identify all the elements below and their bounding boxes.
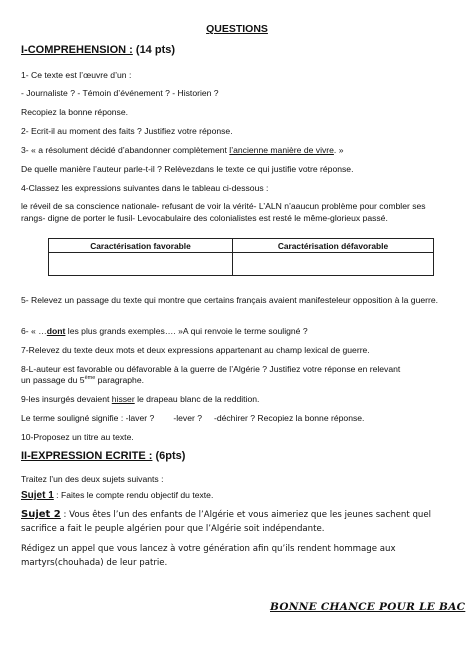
classification-table [48, 238, 434, 276]
expression-instruction: Traitez l’un des deux sujets suivants : [21, 474, 164, 484]
question-1-instruction: Recopiez la bonne réponse. [21, 107, 129, 117]
question-7: 7-Relevez du texte deux mots et deux expressions appartenant au champ lexical de guerre. [21, 345, 370, 355]
question-6 [21, 326, 308, 338]
sujet-1-text: : Faites le compte rendu objectif du texte. [53, 490, 214, 500]
table-cell-favorable [49, 253, 233, 276]
question-8-line-2-suffix: paragraphe. [95, 375, 144, 385]
table-header-row [49, 239, 434, 253]
table-header-favorable: Caractérisation favorable [49, 239, 233, 253]
question-2: 2- Ecrit-il au moment des faits ? Justifiez votre réponse. [21, 126, 233, 136]
question-3-underlined: l’ancienne manière de vivre [229, 145, 334, 155]
question-3-prefix: 3- « a résolument décidé d’abandonner complètement [21, 145, 230, 155]
question-6-prefix: 6- « … [21, 326, 47, 336]
question-3-followup: De quelle manière l’auteur parle-t-il ? Relèvezdans le texte ce qui justifie votre réponse. [21, 164, 354, 174]
expression-points: (6pts) [152, 450, 186, 462]
question-6-suffix: les plus grands exemples…. »A qui renvoie le terme souligné ? [65, 326, 308, 336]
question-10: 10-Proposez un titre au texte. [21, 432, 134, 442]
question-3-suffix: . » [333, 145, 344, 155]
question-3 [21, 145, 343, 157]
question-9-followup: Le terme souligné signifie : -laver ? -lever ? -déchirer ? Recopiez la bonne réponse. [21, 413, 365, 423]
expression-heading-text: II-EXPRESSION ECRITE : [21, 450, 153, 462]
comprehension-points: (14 pts) [132, 44, 176, 56]
question-1-options: - Journaliste ? - Témoin d’événement ? - Historien ? [21, 88, 219, 98]
question-6-underlined: dont [46, 326, 66, 336]
sujet-1 [21, 490, 213, 502]
question-8-line-2 [21, 375, 144, 387]
expression-heading [21, 451, 185, 463]
question-4-text: le réveil de sa conscience nationale- refusant de voir la vérité- L’ALN n’aaucun problème pour combler ses rangs- digne de porter le fusil- Levocabulaire des colonialistes est resté le même-glorieux passé. [21, 201, 426, 223]
question-9 [21, 394, 259, 406]
table-cell-defavorable [232, 253, 433, 276]
table-row [49, 253, 434, 276]
sujet-2-label: Sujet 2 [21, 509, 61, 520]
question-9-suffix: le drapeau blanc de la reddition. [134, 394, 260, 404]
question-5: 5- Relevez un passage du texte qui montre que certains français avaient manifesteleur opposition à la guerre. [21, 295, 439, 305]
question-4: 4-Classez les expressions suivantes dans le tableau ci-dessous : [21, 183, 269, 193]
comprehension-heading [21, 45, 175, 57]
question-8-superscript: ème [84, 375, 96, 382]
sujet-2-text: : Vous êtes l’un des enfants de l’Algérie et vous aimeriez que les jeunes sachent quel sacrifice a fait le peuple algérien pour que l’Algérie soit indépendante. [21, 510, 432, 534]
question-1: 1- Ce texte est l’œuvre d’un : [21, 70, 132, 80]
question-8-line-1: 8-L-auteur est favorable ou défavorable à la guerre de l’Algérie ? Justifiez votre réponse en relevant [21, 364, 401, 374]
sujet-2 [21, 508, 451, 536]
sujet-1-label: Sujet 1 [21, 490, 54, 501]
question-9-prefix: 9-les insurgés devaient [21, 394, 112, 404]
page-title: QUESTIONS [206, 23, 268, 35]
question-8-line-2-prefix: un passage du 5 [21, 375, 85, 385]
footer-good-luck: BONNE CHANCE POUR LE BAC [270, 601, 466, 613]
comprehension-heading-text: I-COMPREHENSION : [21, 44, 133, 56]
sujet-2-paragraph: Rédigez un appel que vous lancez à votre génération afin qu’ils rendent hommage aux martyrs(chouhada) de leur patrie. [21, 544, 396, 568]
table-header-defavorable: Caractérisation défavorable [232, 239, 433, 253]
question-9-underlined: hisser [111, 394, 135, 404]
